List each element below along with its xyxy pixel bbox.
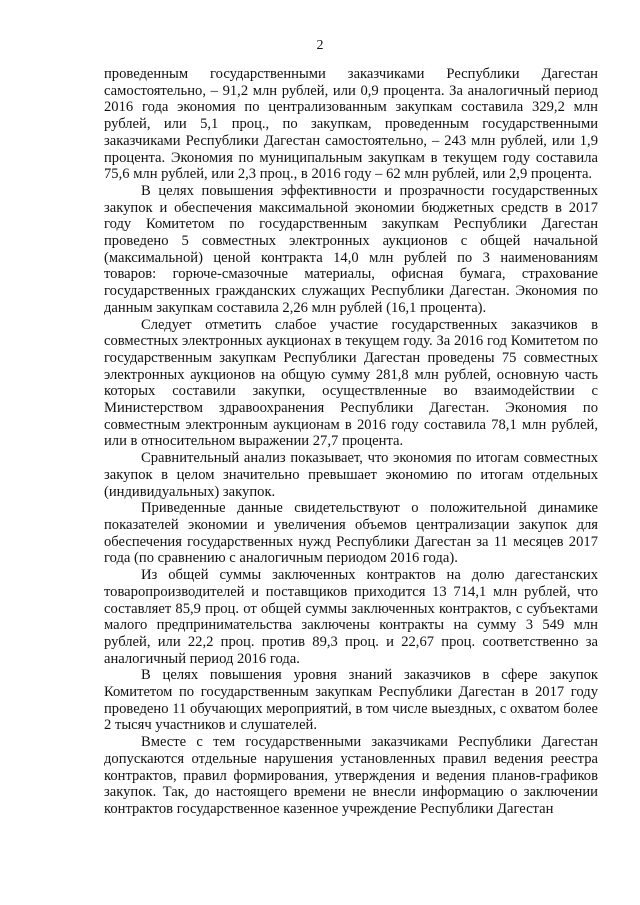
paragraph-positive-dynamics: Приведенные данные свидетельствуют о положительной динамике показателей экономии и увеличения объемов централизации закупок для обеспечения государственных нужд Республики Дагестан за 11 месяцев 2017 года (по сравнению с аналогичным периодом 2016 года). [104,500,598,567]
paragraph-local-producers-share: Из общей суммы заключенных контрактов на долю дагестанских товаропроизводителей и поставщиков приходится 13 714,1 млн рублей, что составляет 85,9 проц. от общей суммы заключенных контрактов, с субъектами малого предпринимательства заключены контракты на сумму 3 549 млн рублей, или 22,2 проц. против 89,3 проц. и 22,67 проц. соответственно за аналогичный период 2016 года. [104,567,598,667]
paragraph-training-events: В целях повышения уровня знаний заказчиков в сфере закупок Комитетом по государственным закупкам Республики Дагестан в 2017 году проведено 11 обучающих мероприятий, в том числе выездных, с охватом более 2 тысяч участников и слушателей. [104,667,598,734]
paragraph-joint-auctions-2017: В целях повышения эффективности и прозрачности государственных закупок и обеспечения максимальной экономии бюджетных средств в 2017 году Комитетом по государственным закупкам Республики Дагестан проведено 5 совместных электронных аукционов с общей начальной (максимальной) ценой контракта 14,0 млн рублей по 3 наименованиям товаров: горюче-смазочные материалы, офисная бумага, страхование государственных гражданских служащих Республики Дагестан. Экономия по данным закупкам составила 2,26 млн рублей (16,1 процента). [104,182,598,316]
paragraph-comparative-analysis: Сравнительный анализ показывает, что экономия по итогам совместных закупок в целом значительно превышает экономию по итогам отдельных (индивидуальных) закупок. [104,450,598,500]
paragraph-economy-continued: проведенным государственными заказчиками Республики Дагестан самостоятельно, – 91,2 млн рублей, или 0,9 процента. За аналогичный период 2016 года экономия по централизованным закупкам составила 329,2 млн рублей, или 5,1 проц., по закупкам, проведенным государственными заказчиками Республики Дагестан самостоятельно, – 243 млн рублей, или 1,9 процента. Экономия по муниципальным закупкам в текущем году составила 75,6 млн рублей, или 2,3 проц., в 2016 году – 62 млн рублей, или 2,9 процента. [104,66,598,183]
document-body [104,66,598,818]
paragraph-violations: Вместе с тем государственными заказчиками Республики Дагестан допускаются отдельные нарушения установленных правил ведения реестра контрактов, правил формирования, утверждения и ведения планов-графиков закупок. Так, до настоящего времени не внесли информацию о заключении контрактов государственное казенное учреждение Республики Дагестан [104,734,598,817]
page-number: 2 [316,38,324,53]
paragraph-weak-participation: Следует отметить слабое участие государственных заказчиков в совместных электронных аукционах в текущем году. За 2016 год Комитетом по государственным закупкам Республики Дагестан проведены 75 совместных электронных аукционов на общую сумму 281,8 млн рублей, основную часть которых составили закупки, осуществленные во взаимодействии с Министерством здравоохранения Республики Дагестан. Экономия по совместным электронным аукционам в 2016 году составила 78,1 млн рублей, или в относительном выражении 27,7 процента. [104,316,598,450]
